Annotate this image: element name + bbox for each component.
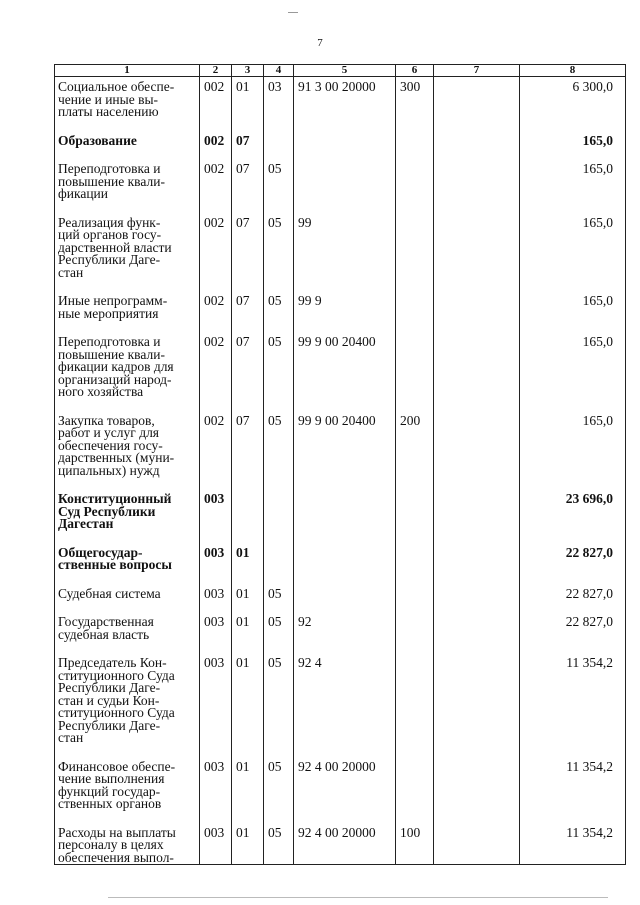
cell-section: 07 [232, 215, 264, 294]
table-row [55, 545, 626, 586]
cell-subsection: 05 [264, 614, 294, 655]
cell-target: 92 [294, 614, 396, 655]
cell-target: 99 9 [294, 293, 396, 334]
cell-name: Иные непрограмм- ные мероприятия [55, 293, 200, 334]
column-header: 8 [520, 65, 626, 77]
column-header: 2 [200, 65, 232, 77]
column-header: 1 [55, 65, 200, 77]
cell-subsection: 05 [264, 293, 294, 334]
cell-target: 91 3 00 20000 [294, 77, 396, 133]
cell-target: 99 9 00 20400 [294, 413, 396, 492]
cell-admin: 002 [200, 334, 232, 413]
cell-subsection: 05 [264, 334, 294, 413]
cell-amount: 6 300,0 [520, 77, 626, 133]
cell-admin: 002 [200, 413, 232, 492]
column-header: 7 [434, 65, 520, 77]
budget-table [54, 64, 626, 865]
cell-subsection: 05 [264, 161, 294, 215]
cell-subsection: 05 [264, 586, 294, 615]
cell-type [396, 491, 434, 545]
cell-name: Переподготовка и повышение квали- фикации кадров для организаций народ- ного хозяйства [55, 334, 200, 413]
cell-type [396, 614, 434, 655]
cell-name: Закупка товаров, работ и услуг для обеспечения госу- дарственных (муни- ципальных) нужд [55, 413, 200, 492]
cell-type [396, 334, 434, 413]
cell-subsection [264, 133, 294, 162]
cell-subsection: 05 [264, 825, 294, 865]
cell-col7 [434, 491, 520, 545]
cell-subsection [264, 491, 294, 545]
cell-name: Реализация функ- ций органов госу- дарственной власти Республики Даге- стан [55, 215, 200, 294]
cell-subsection [264, 545, 294, 586]
cell-name: Финансовое обеспе- чение выполнения функций государ- ственных органов [55, 759, 200, 825]
column-header: 6 [396, 65, 434, 77]
cell-section [232, 491, 264, 545]
cell-col7 [434, 614, 520, 655]
table-row [55, 413, 626, 492]
column-header: 5 [294, 65, 396, 77]
table-header [55, 65, 626, 77]
table-row [55, 491, 626, 545]
cell-section: 07 [232, 133, 264, 162]
cell-target: 92 4 00 20000 [294, 759, 396, 825]
cell-type [396, 759, 434, 825]
cell-admin: 003 [200, 759, 232, 825]
page-number: 7 [317, 37, 323, 49]
cell-name: Общегосудар- ственные вопросы [55, 545, 200, 586]
cell-subsection: 03 [264, 77, 294, 133]
cell-type [396, 586, 434, 615]
table-row [55, 215, 626, 294]
cell-type [396, 215, 434, 294]
cell-admin: 003 [200, 586, 232, 615]
table-row [55, 293, 626, 334]
cell-target: 99 9 00 20400 [294, 334, 396, 413]
cell-target [294, 545, 396, 586]
cell-admin: 002 [200, 293, 232, 334]
cell-subsection: 05 [264, 759, 294, 825]
cell-target [294, 161, 396, 215]
cell-admin: 002 [200, 215, 232, 294]
cell-amount: 11 354,2 [520, 825, 626, 865]
cell-col7 [434, 334, 520, 413]
cell-type: 200 [396, 413, 434, 492]
cell-amount: 22 827,0 [520, 614, 626, 655]
cell-name: Государственная судебная власть [55, 614, 200, 655]
cell-col7 [434, 586, 520, 615]
cell-amount: 165,0 [520, 293, 626, 334]
cell-col7 [434, 293, 520, 334]
cell-name: Конституционный Суд Республики Дагестан [55, 491, 200, 545]
cell-name: Председатель Кон- ституционного Суда Республики Даге- стан и судьи Кон- ституционного Суда Республики Даге- стан [55, 655, 200, 759]
cell-admin: 002 [200, 77, 232, 133]
cell-col7 [434, 655, 520, 759]
cell-section: 01 [232, 77, 264, 133]
cell-admin: 003 [200, 825, 232, 865]
cell-target: 92 4 [294, 655, 396, 759]
cell-name: Судебная система [55, 586, 200, 615]
cell-subsection: 05 [264, 655, 294, 759]
cell-admin: 003 [200, 545, 232, 586]
column-header: 4 [264, 65, 294, 77]
cell-subsection: 05 [264, 413, 294, 492]
cell-amount: 23 696,0 [520, 491, 626, 545]
cell-col7 [434, 413, 520, 492]
table-row [55, 825, 626, 865]
cell-type [396, 161, 434, 215]
scan-mark-top [288, 12, 298, 13]
cell-amount: 22 827,0 [520, 586, 626, 615]
cell-section: 07 [232, 293, 264, 334]
table-row [55, 614, 626, 655]
table-row [55, 759, 626, 825]
cell-target: 99 [294, 215, 396, 294]
table-row [55, 334, 626, 413]
cell-section: 01 [232, 586, 264, 615]
cell-name: Социальное обеспе- чение и иные вы- платы населению [55, 77, 200, 133]
table-row [55, 586, 626, 615]
cell-amount: 11 354,2 [520, 759, 626, 825]
cell-name: Переподготовка и повышение квали- фикации [55, 161, 200, 215]
cell-amount: 165,0 [520, 413, 626, 492]
cell-col7 [434, 759, 520, 825]
cell-type [396, 655, 434, 759]
cell-col7 [434, 77, 520, 133]
cell-admin: 002 [200, 161, 232, 215]
cell-type: 300 [396, 77, 434, 133]
table-body [55, 77, 626, 865]
cell-section: 07 [232, 334, 264, 413]
cell-admin: 003 [200, 614, 232, 655]
cell-type [396, 133, 434, 162]
scan-mark-bottom [108, 897, 608, 898]
cell-target [294, 586, 396, 615]
column-header: 3 [232, 65, 264, 77]
cell-col7 [434, 545, 520, 586]
cell-subsection: 05 [264, 215, 294, 294]
cell-section: 07 [232, 161, 264, 215]
cell-amount: 165,0 [520, 133, 626, 162]
table-row [55, 77, 626, 133]
cell-name: Расходы на выплаты персоналу в целях обеспечения выпол- [55, 825, 200, 865]
cell-section: 01 [232, 655, 264, 759]
cell-section: 07 [232, 413, 264, 492]
cell-name: Образование [55, 133, 200, 162]
cell-amount: 165,0 [520, 161, 626, 215]
cell-col7 [434, 161, 520, 215]
cell-admin: 002 [200, 133, 232, 162]
cell-amount: 22 827,0 [520, 545, 626, 586]
table-row [55, 161, 626, 215]
cell-target [294, 491, 396, 545]
cell-amount: 165,0 [520, 334, 626, 413]
cell-section: 01 [232, 545, 264, 586]
cell-section: 01 [232, 759, 264, 825]
cell-target: 92 4 00 20000 [294, 825, 396, 865]
cell-target [294, 133, 396, 162]
cell-type [396, 293, 434, 334]
cell-col7 [434, 133, 520, 162]
cell-section: 01 [232, 825, 264, 865]
table-row [55, 655, 626, 759]
cell-col7 [434, 825, 520, 865]
cell-amount: 11 354,2 [520, 655, 626, 759]
cell-type [396, 545, 434, 586]
cell-section: 01 [232, 614, 264, 655]
cell-admin: 003 [200, 655, 232, 759]
cell-type: 100 [396, 825, 434, 865]
table-row [55, 133, 626, 162]
cell-admin: 003 [200, 491, 232, 545]
cell-amount: 165,0 [520, 215, 626, 294]
cell-col7 [434, 215, 520, 294]
